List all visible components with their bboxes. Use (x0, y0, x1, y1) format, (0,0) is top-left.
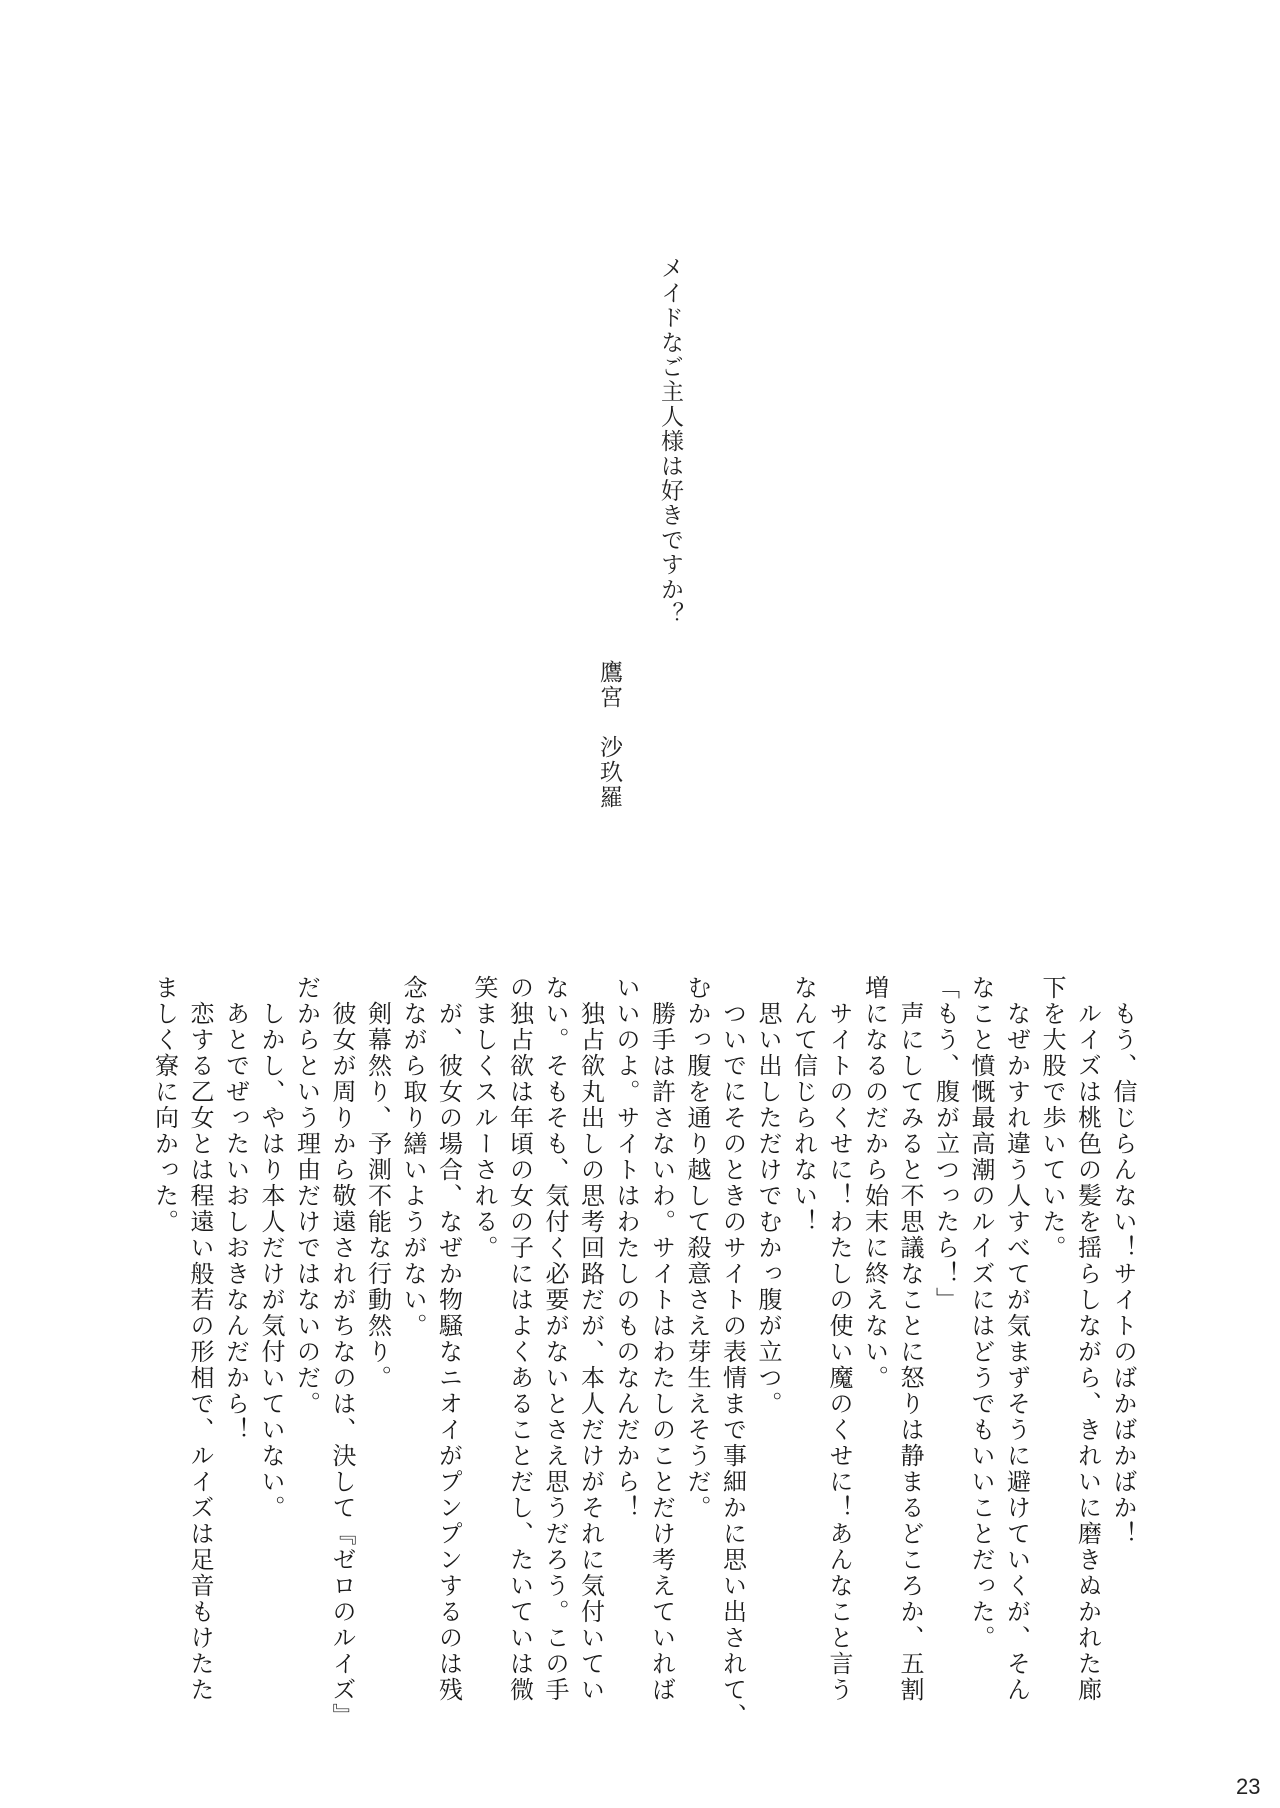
text-line: ましく寮に向かった。 (150, 975, 179, 1235)
text-line: 念ながら取り繕いようがない。 (399, 975, 427, 1339)
text-line: 増になるのだから始末に終えない。 (860, 975, 889, 1391)
story-title: メイドなご主人様は好きですか？ (657, 256, 683, 627)
text-line: 下を大股で歩いていた。 (1038, 975, 1066, 1261)
text-line: だからという理由だけではないのだ。 (292, 975, 321, 1417)
text-line: 彼女が周りから敬遠されがちなのは、決して『ゼロのルイズ』 (328, 975, 356, 1729)
text-line: 笑ましくスルーされる。 (470, 975, 498, 1261)
text-line: いいのよ。サイトはわたしのものなんだから！ (612, 975, 640, 1521)
text-line: 独占欲丸出しの思考回路だが、本人だけがそれに気付いてい (576, 975, 605, 1703)
text-line: なこと憤慨最高潮のルイズにはどうでもいいことだった。 (967, 975, 995, 1651)
text-line: 声にしてみると不思議なことに怒りは静まるどころか、五割 (896, 975, 924, 1703)
text-line: 恋する乙女とは程遠い般若の形相で、ルイズは足音もけたた (186, 975, 214, 1703)
text-line: もう、信じらんない！サイトのばかばかばか！ (1109, 975, 1137, 1547)
text-line: あとでぜったいおしおきなんだから！ (221, 975, 250, 1443)
text-line: の独占欲は年頃の女の子にはよくあることだし、たいていは微 (505, 975, 534, 1703)
page-number: 23 (1236, 1774, 1261, 1799)
text-line: ついでにそのときのサイトの表情まで事細かに思い出されて、 (718, 975, 747, 1729)
text-line: サイトのくせに！わたしの使い魔のくせに！あんなこと言う (825, 975, 853, 1703)
text-line: ない。そもそも、気付く必要がないとさえ思うだろう。この手 (541, 975, 569, 1703)
text-line: 剣幕然り、予測不能な行動然り。 (363, 975, 392, 1391)
text-line: なんて信じられない！ (789, 975, 818, 1235)
text-line: が、彼女の場合、なぜか物騒なニオイがプンプンするのは残 (434, 975, 463, 1703)
text-line: なぜかすれ違う人すべてが気まずそうに避けていくが、そん (1002, 975, 1031, 1703)
text-line: 勝手は許さないわ。サイトはわたしのことだけ考えていれば (647, 975, 676, 1703)
text-line: しかし、やはり本人だけが気付いていない。 (257, 975, 285, 1521)
text-line: 「もう、腹が立つったら！」 (931, 975, 960, 1313)
text-line: 思い出しただけでむかっ腹が立つ。 (754, 975, 782, 1417)
text-line: ルイズは桃色の髪を揺らしながら、きれいに磨きぬかれた廊 (1073, 975, 1102, 1703)
author-name: 鷹宮 沙玖羅 (596, 660, 622, 810)
text-line: むかっ腹を通り越して殺意さえ芽生えそうだ。 (683, 975, 711, 1521)
body-text (146, 975, 1140, 1729)
